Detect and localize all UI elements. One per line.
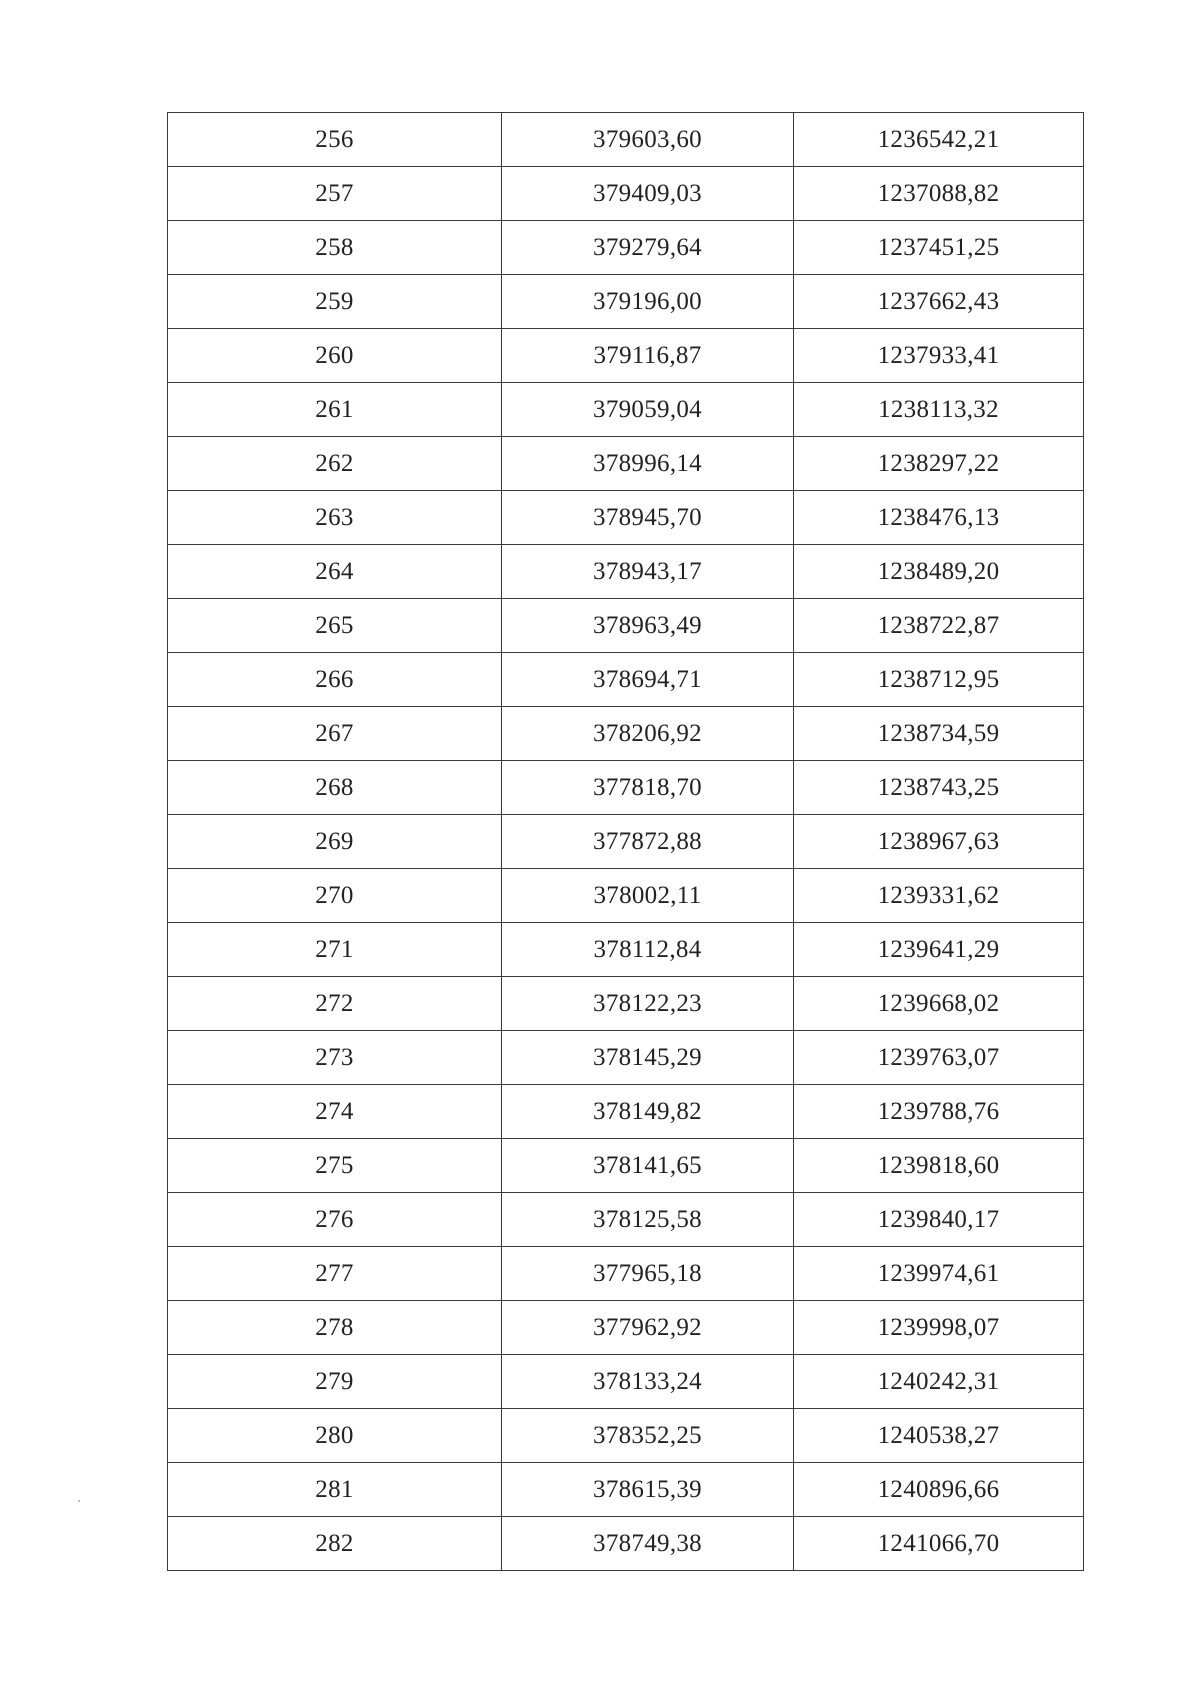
point-number-cell: 263 xyxy=(168,491,502,545)
point-number-cell: 264 xyxy=(168,545,502,599)
coordinates-table-body xyxy=(168,113,1084,1571)
table-row xyxy=(168,491,1084,545)
table-row xyxy=(168,329,1084,383)
x-coordinate-cell: 379116,87 xyxy=(502,329,794,383)
y-coordinate-cell: 1237088,82 xyxy=(794,167,1084,221)
y-coordinate-cell: 1239668,02 xyxy=(794,977,1084,1031)
point-number-cell: 273 xyxy=(168,1031,502,1085)
point-number-cell: 265 xyxy=(168,599,502,653)
x-coordinate-cell: 378945,70 xyxy=(502,491,794,545)
x-coordinate-cell: 378943,17 xyxy=(502,545,794,599)
point-number-cell: 278 xyxy=(168,1301,502,1355)
y-coordinate-cell: 1237933,41 xyxy=(794,329,1084,383)
x-coordinate-cell: 378694,71 xyxy=(502,653,794,707)
y-coordinate-cell: 1238476,13 xyxy=(794,491,1084,545)
x-coordinate-cell: 377818,70 xyxy=(502,761,794,815)
point-number-cell: 275 xyxy=(168,1139,502,1193)
table-row xyxy=(168,1139,1084,1193)
y-coordinate-cell: 1236542,21 xyxy=(794,113,1084,167)
table-row xyxy=(168,815,1084,869)
x-coordinate-cell: 378141,65 xyxy=(502,1139,794,1193)
table-row xyxy=(168,1301,1084,1355)
point-number-cell: 259 xyxy=(168,275,502,329)
table-row xyxy=(168,167,1084,221)
y-coordinate-cell: 1239641,29 xyxy=(794,923,1084,977)
y-coordinate-cell: 1238297,22 xyxy=(794,437,1084,491)
x-coordinate-cell: 378352,25 xyxy=(502,1409,794,1463)
point-number-cell: 261 xyxy=(168,383,502,437)
table-row xyxy=(168,707,1084,761)
x-coordinate-cell: 377872,88 xyxy=(502,815,794,869)
table-row xyxy=(168,1085,1084,1139)
point-number-cell: 268 xyxy=(168,761,502,815)
x-coordinate-cell: 379603,60 xyxy=(502,113,794,167)
y-coordinate-cell: 1240538,27 xyxy=(794,1409,1084,1463)
table-row xyxy=(168,1193,1084,1247)
point-number-cell: 267 xyxy=(168,707,502,761)
point-number-cell: 257 xyxy=(168,167,502,221)
point-number-cell: 279 xyxy=(168,1355,502,1409)
table-row xyxy=(168,1355,1084,1409)
table-row xyxy=(168,923,1084,977)
scan-speck xyxy=(78,1500,80,1502)
table-row xyxy=(168,653,1084,707)
point-number-cell: 258 xyxy=(168,221,502,275)
point-number-cell: 282 xyxy=(168,1517,502,1571)
y-coordinate-cell: 1238967,63 xyxy=(794,815,1084,869)
y-coordinate-cell: 1239998,07 xyxy=(794,1301,1084,1355)
point-number-cell: 276 xyxy=(168,1193,502,1247)
y-coordinate-cell: 1239788,76 xyxy=(794,1085,1084,1139)
point-number-cell: 272 xyxy=(168,977,502,1031)
table-row xyxy=(168,275,1084,329)
x-coordinate-cell: 378206,92 xyxy=(502,707,794,761)
point-number-cell: 281 xyxy=(168,1463,502,1517)
x-coordinate-cell: 378963,49 xyxy=(502,599,794,653)
y-coordinate-cell: 1239818,60 xyxy=(794,1139,1084,1193)
point-number-cell: 260 xyxy=(168,329,502,383)
y-coordinate-cell: 1237451,25 xyxy=(794,221,1084,275)
point-number-cell: 269 xyxy=(168,815,502,869)
y-coordinate-cell: 1238734,59 xyxy=(794,707,1084,761)
y-coordinate-cell: 1239840,17 xyxy=(794,1193,1084,1247)
y-coordinate-cell: 1240896,66 xyxy=(794,1463,1084,1517)
x-coordinate-cell: 378125,58 xyxy=(502,1193,794,1247)
table-row xyxy=(168,1247,1084,1301)
y-coordinate-cell: 1239763,07 xyxy=(794,1031,1084,1085)
x-coordinate-cell: 377965,18 xyxy=(502,1247,794,1301)
point-number-cell: 280 xyxy=(168,1409,502,1463)
table-row xyxy=(168,761,1084,815)
y-coordinate-cell: 1237662,43 xyxy=(794,275,1084,329)
x-coordinate-cell: 379279,64 xyxy=(502,221,794,275)
x-coordinate-cell: 378133,24 xyxy=(502,1355,794,1409)
table-row xyxy=(168,1031,1084,1085)
y-coordinate-cell: 1238722,87 xyxy=(794,599,1084,653)
y-coordinate-cell: 1238489,20 xyxy=(794,545,1084,599)
table-row xyxy=(168,869,1084,923)
x-coordinate-cell: 378112,84 xyxy=(502,923,794,977)
table-row xyxy=(168,437,1084,491)
table-row xyxy=(168,599,1084,653)
y-coordinate-cell: 1238113,32 xyxy=(794,383,1084,437)
y-coordinate-cell: 1240242,31 xyxy=(794,1355,1084,1409)
table-row xyxy=(168,383,1084,437)
x-coordinate-cell: 378149,82 xyxy=(502,1085,794,1139)
y-coordinate-cell: 1241066,70 xyxy=(794,1517,1084,1571)
point-number-cell: 256 xyxy=(168,113,502,167)
x-coordinate-cell: 379059,04 xyxy=(502,383,794,437)
table-row xyxy=(168,221,1084,275)
table-row xyxy=(168,545,1084,599)
table-row xyxy=(168,1517,1084,1571)
table-row xyxy=(168,113,1084,167)
point-number-cell: 274 xyxy=(168,1085,502,1139)
x-coordinate-cell: 378122,23 xyxy=(502,977,794,1031)
x-coordinate-cell: 378749,38 xyxy=(502,1517,794,1571)
x-coordinate-cell: 378145,29 xyxy=(502,1031,794,1085)
point-number-cell: 277 xyxy=(168,1247,502,1301)
point-number-cell: 271 xyxy=(168,923,502,977)
y-coordinate-cell: 1239331,62 xyxy=(794,869,1084,923)
y-coordinate-cell: 1238743,25 xyxy=(794,761,1084,815)
table-row xyxy=(168,977,1084,1031)
x-coordinate-cell: 379409,03 xyxy=(502,167,794,221)
x-coordinate-cell: 377962,92 xyxy=(502,1301,794,1355)
table-row xyxy=(168,1409,1084,1463)
y-coordinate-cell: 1239974,61 xyxy=(794,1247,1084,1301)
table-row xyxy=(168,1463,1084,1517)
x-coordinate-cell: 379196,00 xyxy=(502,275,794,329)
point-number-cell: 262 xyxy=(168,437,502,491)
point-number-cell: 270 xyxy=(168,869,502,923)
point-number-cell: 266 xyxy=(168,653,502,707)
coordinates-table xyxy=(167,112,1084,1571)
x-coordinate-cell: 378002,11 xyxy=(502,869,794,923)
y-coordinate-cell: 1238712,95 xyxy=(794,653,1084,707)
x-coordinate-cell: 378996,14 xyxy=(502,437,794,491)
x-coordinate-cell: 378615,39 xyxy=(502,1463,794,1517)
